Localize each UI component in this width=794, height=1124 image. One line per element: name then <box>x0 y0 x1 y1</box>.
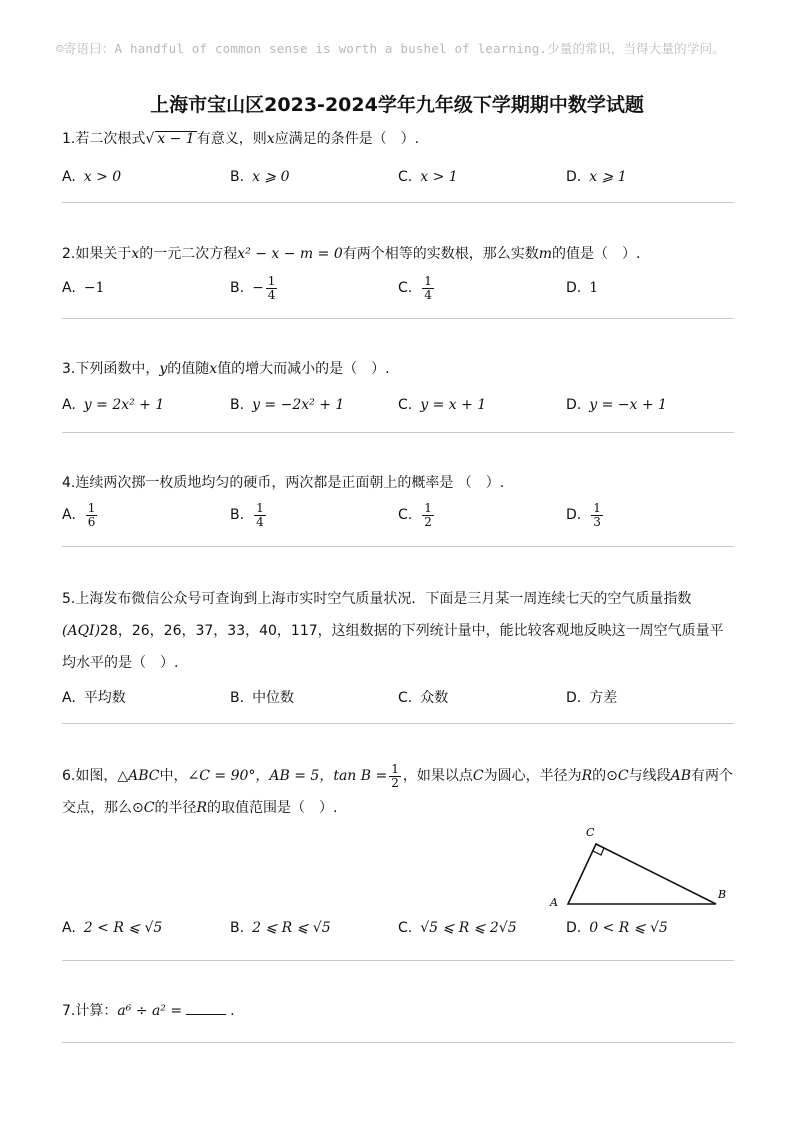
fraction: $\frac{1}{6}$ <box>87 500 96 529</box>
divider <box>62 1042 734 1043</box>
radicand: x − 1 <box>157 131 195 147</box>
option-a[interactable]: A. −1 <box>62 280 105 296</box>
vertex-label-a: A <box>550 896 558 909</box>
option-b[interactable]: B. x ⩾ 0 <box>230 169 290 185</box>
question-3 <box>62 358 734 422</box>
motto-banner: ☺寄语曰：A handful of common sense is worth a bushel of learning.少量的常识，当得大量的学问。 <box>56 41 725 56</box>
question-stem: 4.连续两次掷一枚质地均匀的硬币，两次都是正面朝上的概率是 （ ）. <box>62 475 505 491</box>
question-stem: 2.如果关于x的一元二次方程x² − x − m = 0有两个相等的实数根，那么实数m的值是（ ）. <box>62 246 641 262</box>
option-c[interactable]: C. $\frac{1}{2}$ <box>398 500 432 529</box>
option-row <box>62 498 734 532</box>
fraction: $\frac{1}{2}$ <box>391 761 399 790</box>
fraction: $\frac{1}{4}$ <box>267 273 276 302</box>
divider <box>62 546 734 547</box>
option-row <box>62 271 734 305</box>
question-stem: 3.下列函数中，y的值随x值的增大而减小的是（ ）. <box>62 361 390 377</box>
question-1 <box>62 128 734 194</box>
option-d[interactable]: D. 1 <box>566 280 599 296</box>
option-row <box>62 681 734 715</box>
question-2 <box>62 243 734 305</box>
fraction: $\frac{1}{3}$ <box>593 500 601 529</box>
answer-blank[interactable] <box>186 1000 226 1015</box>
page-title: 上海市宝山区2023-2024学年九年级下学期期中数学试题 <box>150 94 644 116</box>
option-d[interactable]: D. x ⩾ 1 <box>566 169 627 185</box>
fraction: $\frac{1}{4}$ <box>424 273 432 302</box>
question-6 <box>62 760 734 824</box>
option-b[interactable]: B. 2 ⩽ R ⩽ √5 <box>230 920 331 936</box>
fraction: $\frac{1}{4}$ <box>256 500 264 529</box>
option-d[interactable]: D. $\frac{1}{3}$ <box>566 500 601 529</box>
option-d[interactable]: D. y = −x + 1 <box>566 397 667 413</box>
option-row <box>62 388 734 422</box>
divider <box>62 432 734 433</box>
question-6-options <box>62 911 734 945</box>
question-stem: 6.如图，△ABC中，∠C = 90°，AB = 5，tan B = $\frac{1}{2}$ ，如果以点C为圆心，半径为R的⊙C与线段AB有两个交点，那么⊙C的半径R的取值范围是（ ）. <box>62 761 733 816</box>
question-stem: 5.上海发布微信公众号可查询到上海市实时空气质量状况．下面是三月某一周连续七天的空气质量指数(AQI)28，26，26，37，33，40，117，这组数据的下列统计量中，能比较客观地反映这一周空气质量平均水平的是（ ）. <box>62 591 724 671</box>
divider <box>62 723 734 724</box>
question-stem: 1.若二次根式√ x − 1 有意义，则x应满足的条件是（ ）. <box>62 131 420 147</box>
option-c[interactable]: C. 众数 <box>398 690 449 706</box>
fraction: $\frac{1}{2}$ <box>424 500 432 529</box>
option-row <box>62 911 734 945</box>
option-b[interactable]: B. y = −2x² + 1 <box>230 397 345 413</box>
divider <box>62 202 734 203</box>
option-a[interactable]: A. x > 0 <box>62 169 122 185</box>
option-c[interactable]: C. √5 ⩽ R ⩽ 2√5 <box>398 920 517 936</box>
option-a[interactable]: A. $\frac{1}{6}$ <box>62 500 96 529</box>
triangle-figure <box>540 822 740 914</box>
divider <box>62 960 734 961</box>
right-angle-mark <box>593 848 604 855</box>
option-c[interactable]: C. $\frac{1}{4}$ <box>398 273 432 302</box>
option-d[interactable]: D. 0 < R ⩽ √5 <box>566 920 668 936</box>
option-c[interactable]: C. y = x + 1 <box>398 397 487 413</box>
option-a[interactable]: A. y = 2x² + 1 <box>62 397 165 413</box>
option-b[interactable]: B. − $\frac{1}{4}$ <box>230 273 276 302</box>
option-b[interactable]: B. 中位数 <box>230 690 295 706</box>
option-d[interactable]: D. 方差 <box>566 690 618 706</box>
question-4 <box>62 472 734 532</box>
option-a[interactable]: A. 2 < R ⩽ √5 <box>62 920 163 936</box>
question-5 <box>62 583 734 715</box>
option-row <box>62 160 734 194</box>
vertex-label-c: C <box>586 826 595 839</box>
divider <box>62 318 734 319</box>
option-c[interactable]: C. x > 1 <box>398 169 458 185</box>
triangle-abc <box>568 844 716 904</box>
vertex-label-b: B <box>718 888 727 901</box>
question-stem: 7.计算：a⁶ ÷ a² = . <box>62 1000 734 1022</box>
question-7 <box>62 1000 734 1022</box>
option-a[interactable]: A. 平均数 <box>62 690 126 706</box>
option-b[interactable]: B. $\frac{1}{4}$ <box>230 500 264 529</box>
